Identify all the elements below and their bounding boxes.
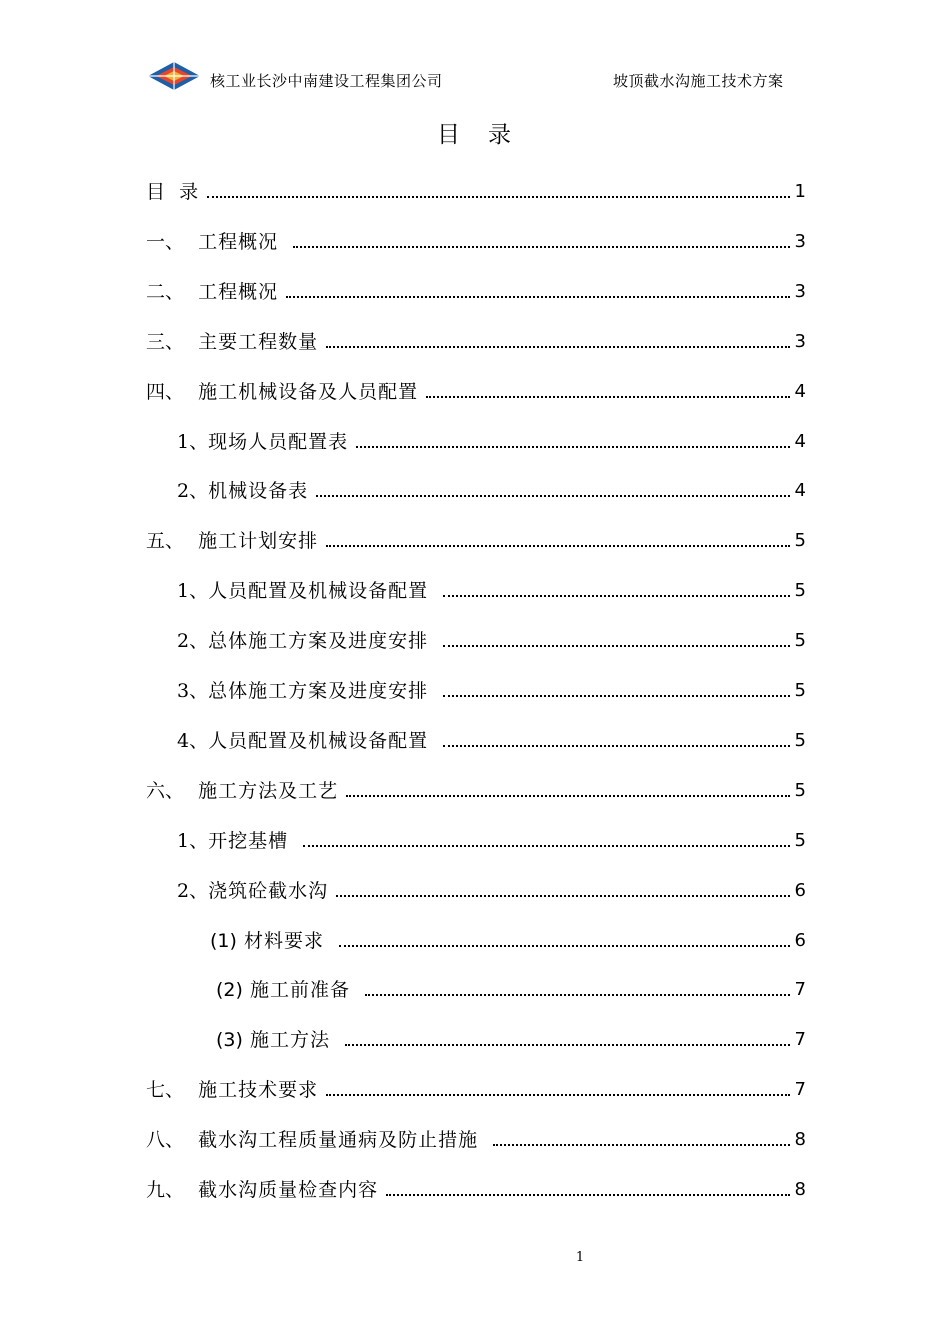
toc-entry-label: 施工方法 <box>242 1029 338 1052</box>
toc-entry-number: 五、 <box>146 530 185 553</box>
toc-entry-number: 1、 <box>177 829 209 852</box>
toc-entry-number: 2、 <box>177 630 209 653</box>
toc-entry-label: 开挖基槽 <box>208 829 296 852</box>
toc-entry[interactable] <box>177 424 806 454</box>
page-header <box>0 0 950 110</box>
toc-entry[interactable] <box>216 1022 806 1052</box>
toc-entry[interactable] <box>177 873 806 903</box>
toc-entry-label: 主要工程数量 <box>184 330 319 353</box>
toc-entry-label: 施工前准备 <box>242 979 358 1002</box>
toc-dot-leader <box>303 845 790 847</box>
toc-entry[interactable] <box>146 174 806 204</box>
toc-entry[interactable] <box>146 1072 806 1102</box>
toc-dot-leader <box>443 645 790 647</box>
toc-entry-number: 1、 <box>177 430 209 453</box>
toc-dot-leader <box>443 695 790 697</box>
toc-entry[interactable] <box>146 773 806 803</box>
toc-entry-label: 截水沟质量检查内容 <box>184 1179 379 1201</box>
toc-dot-leader <box>336 895 790 897</box>
toc-entry-number: 八、 <box>146 1129 185 1152</box>
toc-entry-label: 机械设备表 <box>208 480 309 503</box>
toc-entry-page: 5 <box>794 580 806 602</box>
toc-entry-label: 材料要求 <box>236 929 332 952</box>
toc-entry-page: 6 <box>794 879 806 901</box>
toc-entry[interactable] <box>177 623 806 653</box>
toc-dot-leader <box>356 446 790 448</box>
toc-dot-leader <box>443 595 790 597</box>
toc-entry-number: (3) <box>216 1029 243 1052</box>
toc-entry-number: 3、 <box>177 680 209 702</box>
toc-dot-leader <box>326 346 790 348</box>
toc-entry[interactable] <box>177 673 806 703</box>
toc-entry[interactable] <box>216 972 806 1002</box>
toc-entry-number: 六、 <box>146 779 185 802</box>
toc-entry-page: 5 <box>794 530 806 552</box>
toc-heading-left: 目 <box>437 122 462 148</box>
toc-entry-page: 1 <box>794 181 806 202</box>
toc-entry-label: 人员配置及机械设备配置 <box>208 729 436 752</box>
toc-entry[interactable] <box>146 274 806 304</box>
toc-entry-page: 4 <box>794 480 806 502</box>
toc-dot-leader <box>293 246 790 248</box>
toc-entry-page: 7 <box>794 1029 806 1051</box>
toc-heading-right: 录 <box>488 122 513 148</box>
toc-entry-number: 1、 <box>177 580 209 603</box>
toc-entry-label: 施工方法及工艺 <box>184 779 339 802</box>
company-name: 核工业长沙中南建设工程集团公司 <box>210 72 443 90</box>
toc-heading <box>0 116 950 149</box>
toc-dot-leader <box>386 1194 790 1196</box>
toc-entry-page: 5 <box>794 779 806 801</box>
toc-entry-number: 四、 <box>146 380 185 403</box>
toc-entry-label: 人员配置及机械设备配置 <box>208 580 436 603</box>
toc-entry-page: 5 <box>794 680 806 701</box>
toc-dot-leader <box>443 745 790 747</box>
toc-dot-leader <box>326 1094 790 1096</box>
toc-entry-number: 三、 <box>146 330 185 353</box>
toc-entry-page: 5 <box>794 630 806 652</box>
toc-entry-number: 二、 <box>146 280 185 303</box>
toc-entry-page: 7 <box>794 979 806 1001</box>
toc-entry-label: 工程概况 <box>184 280 279 303</box>
toc-entry[interactable] <box>177 573 806 603</box>
toc-entry-page: 4 <box>794 430 806 452</box>
toc-entry-label: 施工计划安排 <box>184 530 319 553</box>
toc-entry-page: 4 <box>794 380 806 402</box>
toc-entry-label: 现场人员配置表 <box>208 430 349 453</box>
toc-entry-label: 工程概况 <box>184 230 286 253</box>
document-title: 坡顶截水沟施工技术方案 <box>613 72 784 90</box>
toc-dot-leader <box>326 545 790 547</box>
toc-entry-page: 3 <box>794 230 806 252</box>
toc-entry-page: 6 <box>794 929 806 951</box>
toc-entry[interactable] <box>146 224 806 254</box>
toc-entry-page: 3 <box>794 280 806 302</box>
toc-dot-leader <box>286 296 790 298</box>
toc-entry-page: 8 <box>794 1179 806 1200</box>
header-divider <box>146 98 806 99</box>
toc-entry-number: 七、 <box>146 1079 185 1102</box>
toc-entry-page: 5 <box>794 829 806 851</box>
toc-dot-leader <box>207 196 790 198</box>
toc-entry[interactable] <box>146 374 806 404</box>
toc-entry-number: 一、 <box>146 230 185 253</box>
toc-entry[interactable] <box>177 823 806 853</box>
toc-entry-number: 2、 <box>177 480 209 503</box>
toc-dot-leader <box>493 1144 790 1146</box>
page-number: 1 <box>575 1250 585 1265</box>
toc-entry-label: 施工技术要求 <box>184 1079 319 1102</box>
toc-dot-leader <box>339 945 790 947</box>
toc-entry-label: 浇筑砼截水沟 <box>208 879 329 902</box>
toc-entry-label: 录 <box>165 181 200 203</box>
toc-entry-page: 3 <box>794 330 806 352</box>
toc-dot-leader <box>346 795 790 797</box>
toc-entry-number: 2、 <box>177 879 209 902</box>
toc-dot-leader <box>345 1044 790 1046</box>
toc-entry-label: 截水沟工程质量通病及防止措施 <box>184 1129 486 1152</box>
toc-entry-number: 目 <box>146 181 166 203</box>
toc-entry-page: 5 <box>794 729 806 751</box>
toc-dot-leader <box>365 994 790 996</box>
toc-entry[interactable] <box>210 923 806 953</box>
toc-entry[interactable] <box>146 1122 806 1152</box>
toc-entry-number: (1) <box>210 929 237 952</box>
toc-entry[interactable] <box>146 523 806 553</box>
toc-entry-number: 4、 <box>177 729 209 752</box>
toc-entry-page: 8 <box>794 1129 806 1151</box>
toc-dot-leader <box>316 495 790 497</box>
toc-dot-leader <box>426 396 790 398</box>
toc-entry[interactable] <box>146 1172 806 1202</box>
toc-entry[interactable] <box>177 723 806 753</box>
toc-entry-label: 总体施工方案及进度安排 <box>208 680 436 702</box>
toc-entry-number: 九、 <box>146 1179 185 1201</box>
toc-entry-label: 总体施工方案及进度安排 <box>208 630 436 653</box>
toc-entry-label: 施工机械设备及人员配置 <box>184 380 419 403</box>
toc-entry-number: (2) <box>216 979 243 1002</box>
toc-entry[interactable] <box>146 324 806 354</box>
company-logo-icon <box>146 58 202 94</box>
toc-entry-page: 7 <box>794 1079 806 1101</box>
toc-entry[interactable] <box>177 473 806 503</box>
